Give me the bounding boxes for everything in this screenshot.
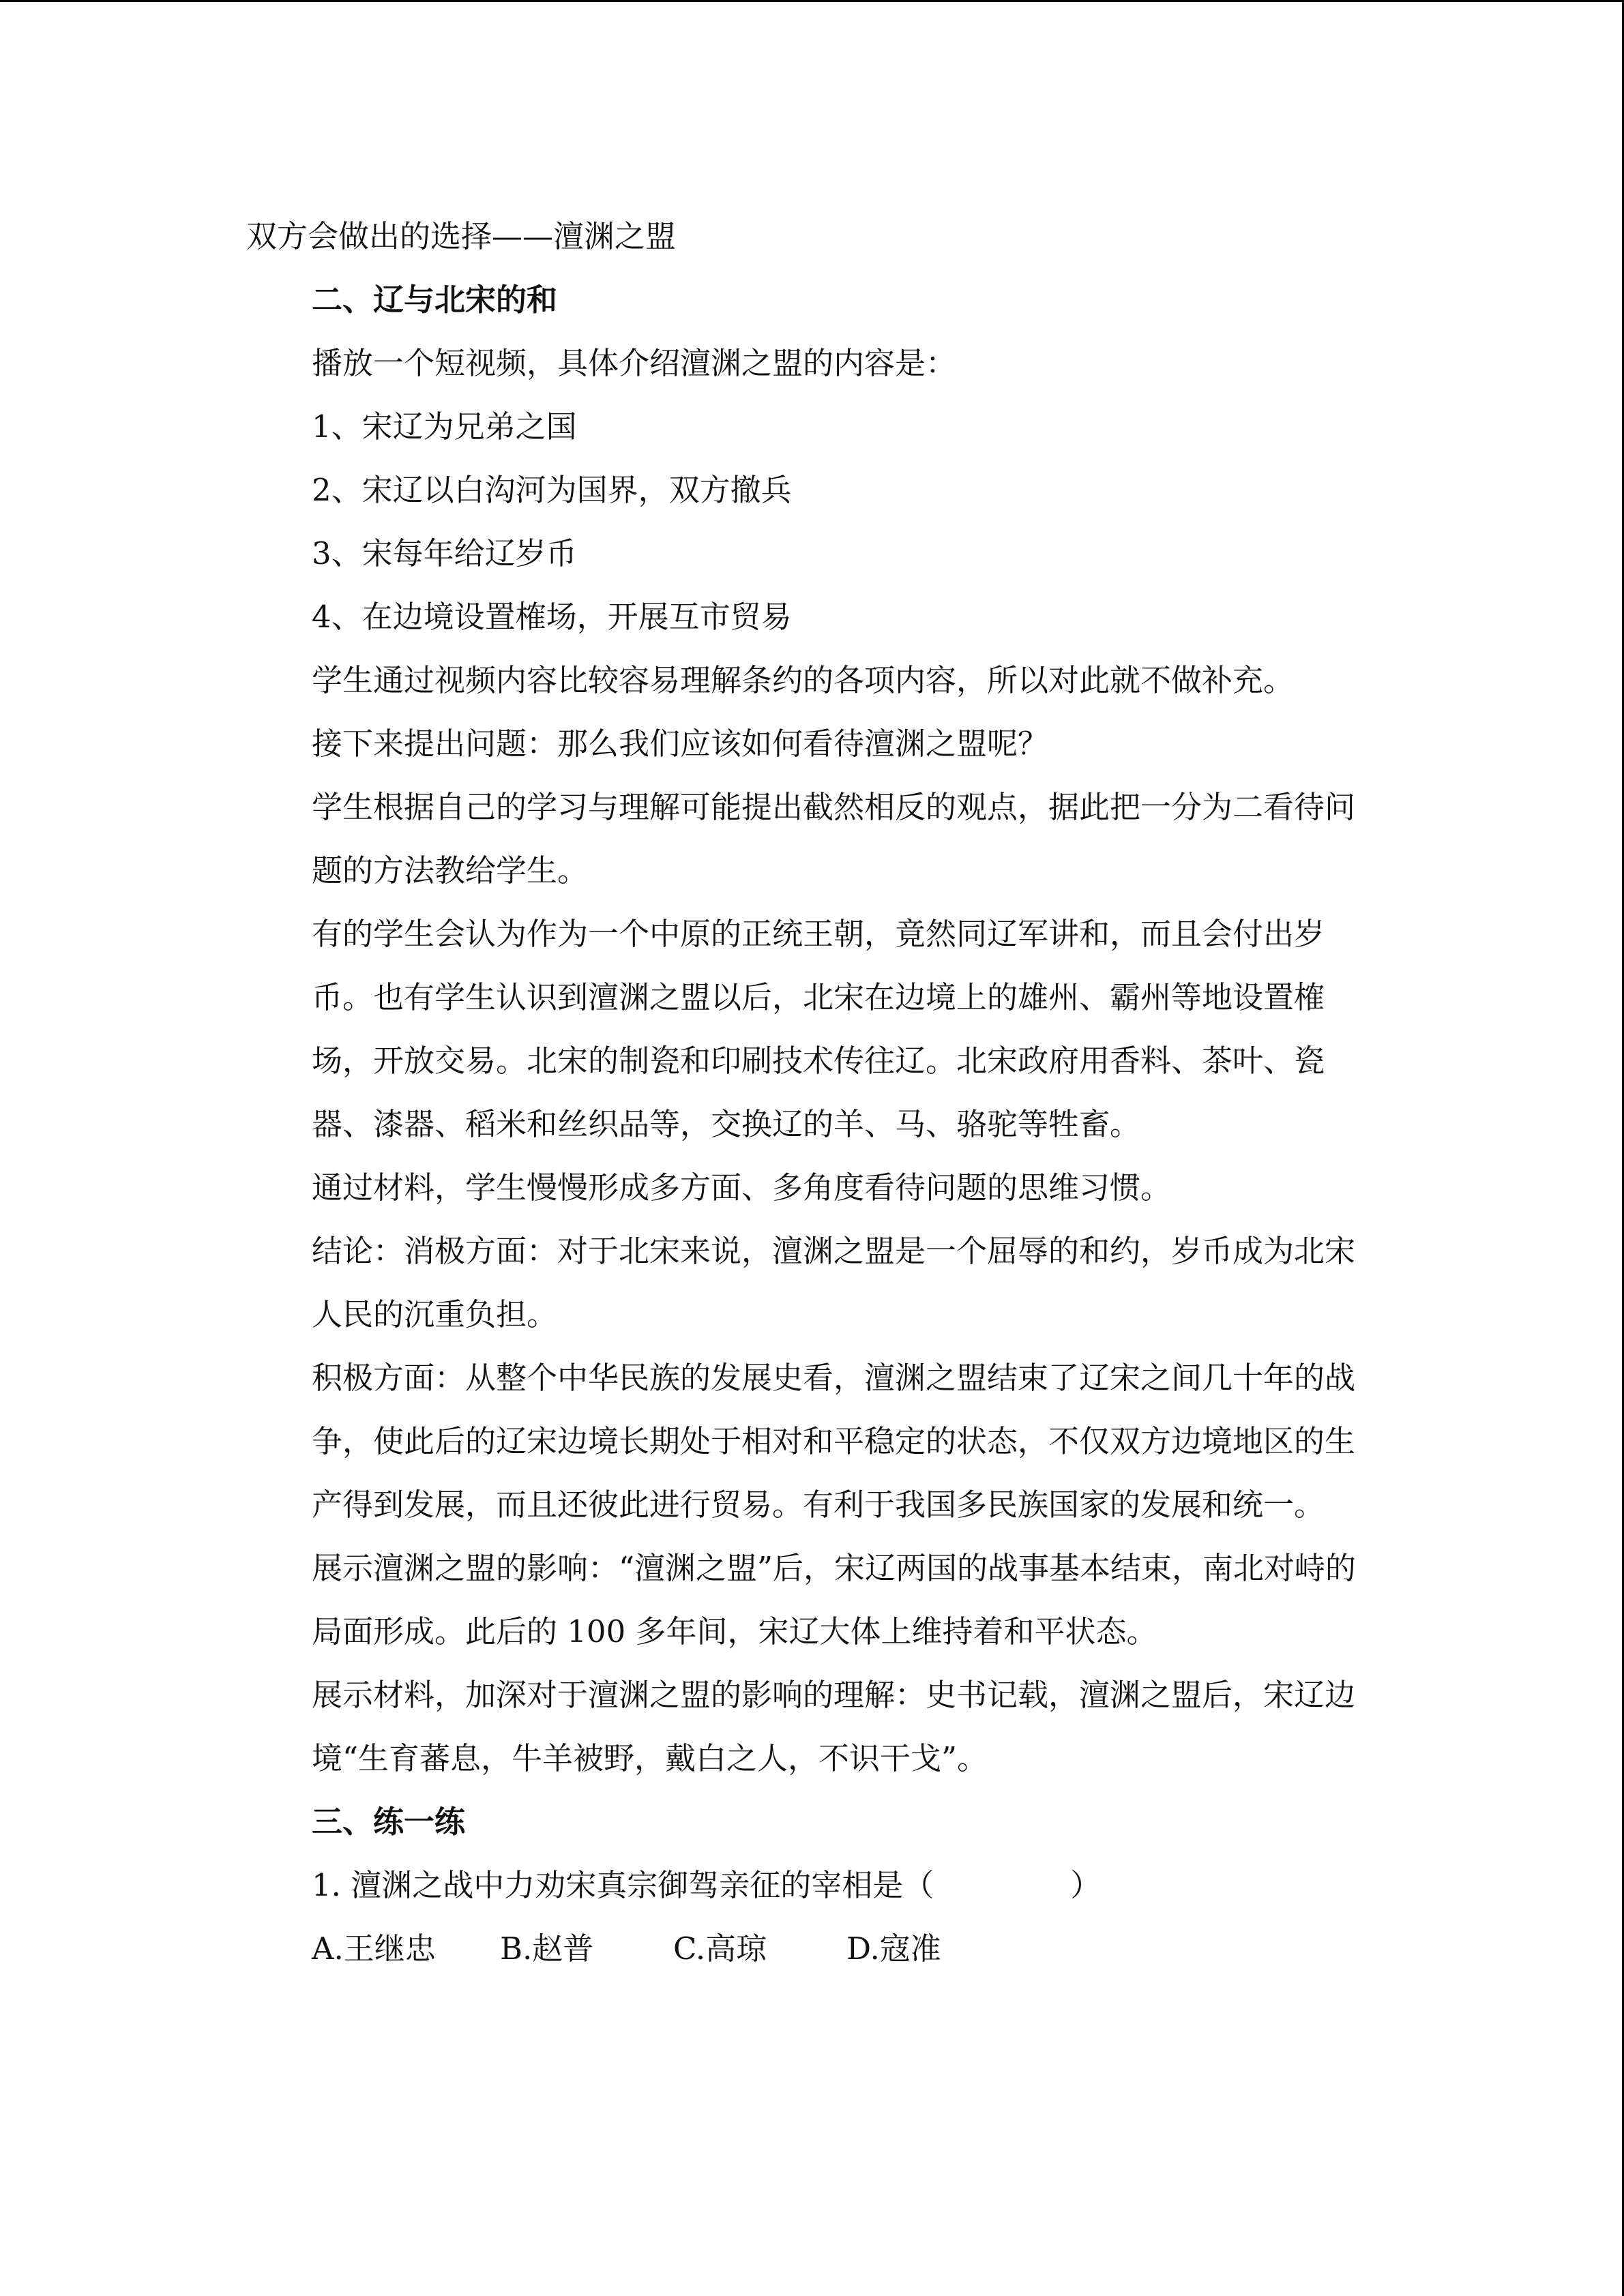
question-text: 1. 澶渊之战中力劝宋真宗御驾亲征的宰相是（ xyxy=(312,1867,934,1903)
option-d: D.寇准 xyxy=(846,1930,941,1967)
text-line: 播放一个短视频，具体介绍澶渊之盟的内容是： xyxy=(312,345,957,381)
answer-options xyxy=(246,1917,1365,1980)
option-a: A.王继忠 xyxy=(312,1930,436,1967)
document-body xyxy=(246,205,1365,1980)
paragraph: 展示澶渊之盟的影响：“澶渊之盟”后，宋辽两国的战事基本结束，南北对峙的局面形成。此后的 100 多年间，宋辽大体上维持着和平状态。 xyxy=(312,1550,1357,1650)
list-item: 4、在边境设置榷场，开展互市贸易 xyxy=(312,599,792,635)
section-heading: 三、练一练 xyxy=(312,1804,466,1840)
question-close-paren: ） xyxy=(1070,1867,1102,1903)
paragraph: 展示材料，加深对于澶渊之盟的影响的理解：史书记载，澶渊之盟后，宋辽边境“生育蕃息，牛羊被野，戴白之人，不识干戈”。 xyxy=(312,1677,1356,1776)
text-line: 接下来提出问题：那么我们应该如何看待澶渊之盟呢？ xyxy=(312,726,1049,762)
text-line: 通过材料，学生慢慢形成多方面、多角度看待问题的思维习惯。 xyxy=(312,1169,1172,1206)
list-item: 2、宋辽以白沟河为国界，双方撤兵 xyxy=(312,472,792,508)
paragraph: 有的学生会认为作为一个中原的正统王朝，竟然同辽军讲和，而且会付出岁币。也有学生认识到澶渊之盟以后，北宋在边境上的雄州、霸州等地设置榷场，开放交易。北宋的制瓷和印刷技术传往辽。北宋政府用香料、茶叶、瓷器、漆器、稻米和丝织品等，交换辽的羊、马、骆驼等牲畜。 xyxy=(312,916,1325,1142)
question-line xyxy=(246,1853,1365,1917)
list-item: 1、宋辽为兄弟之国 xyxy=(312,408,577,445)
option-b: B.赵普 xyxy=(500,1930,594,1967)
paragraph: 学生根据自己的学习与理解可能提出截然相反的观点，据此把一分为二看待问题的方法教给学生。 xyxy=(312,789,1356,889)
list-item: 3、宋每年给辽岁币 xyxy=(312,535,577,571)
section-heading: 二、辽与北宋的和 xyxy=(312,282,558,318)
text-line: 学生通过视频内容比较容易理解条约的各项内容，所以对此就不做补充。 xyxy=(312,662,1295,698)
paragraph: 结论：消极方面：对于北宋来说，澶渊之盟是一个屈辱的和约，岁币成为北宋人民的沉重负担。 xyxy=(312,1233,1356,1332)
text-line: 双方会做出的选择——澶渊之盟 xyxy=(246,218,677,254)
paragraph: 积极方面：从整个中华民族的发展史看，澶渊之盟结束了辽宋之间几十年的战争，使此后的辽宋边境长期处于相对和平稳定的状态，不仅双方边境地区的生产得到发展，而且还彼此进行贸易。有利于我国多民族国家的发展和统一。 xyxy=(312,1360,1356,1523)
option-c: C.高琼 xyxy=(673,1930,767,1967)
